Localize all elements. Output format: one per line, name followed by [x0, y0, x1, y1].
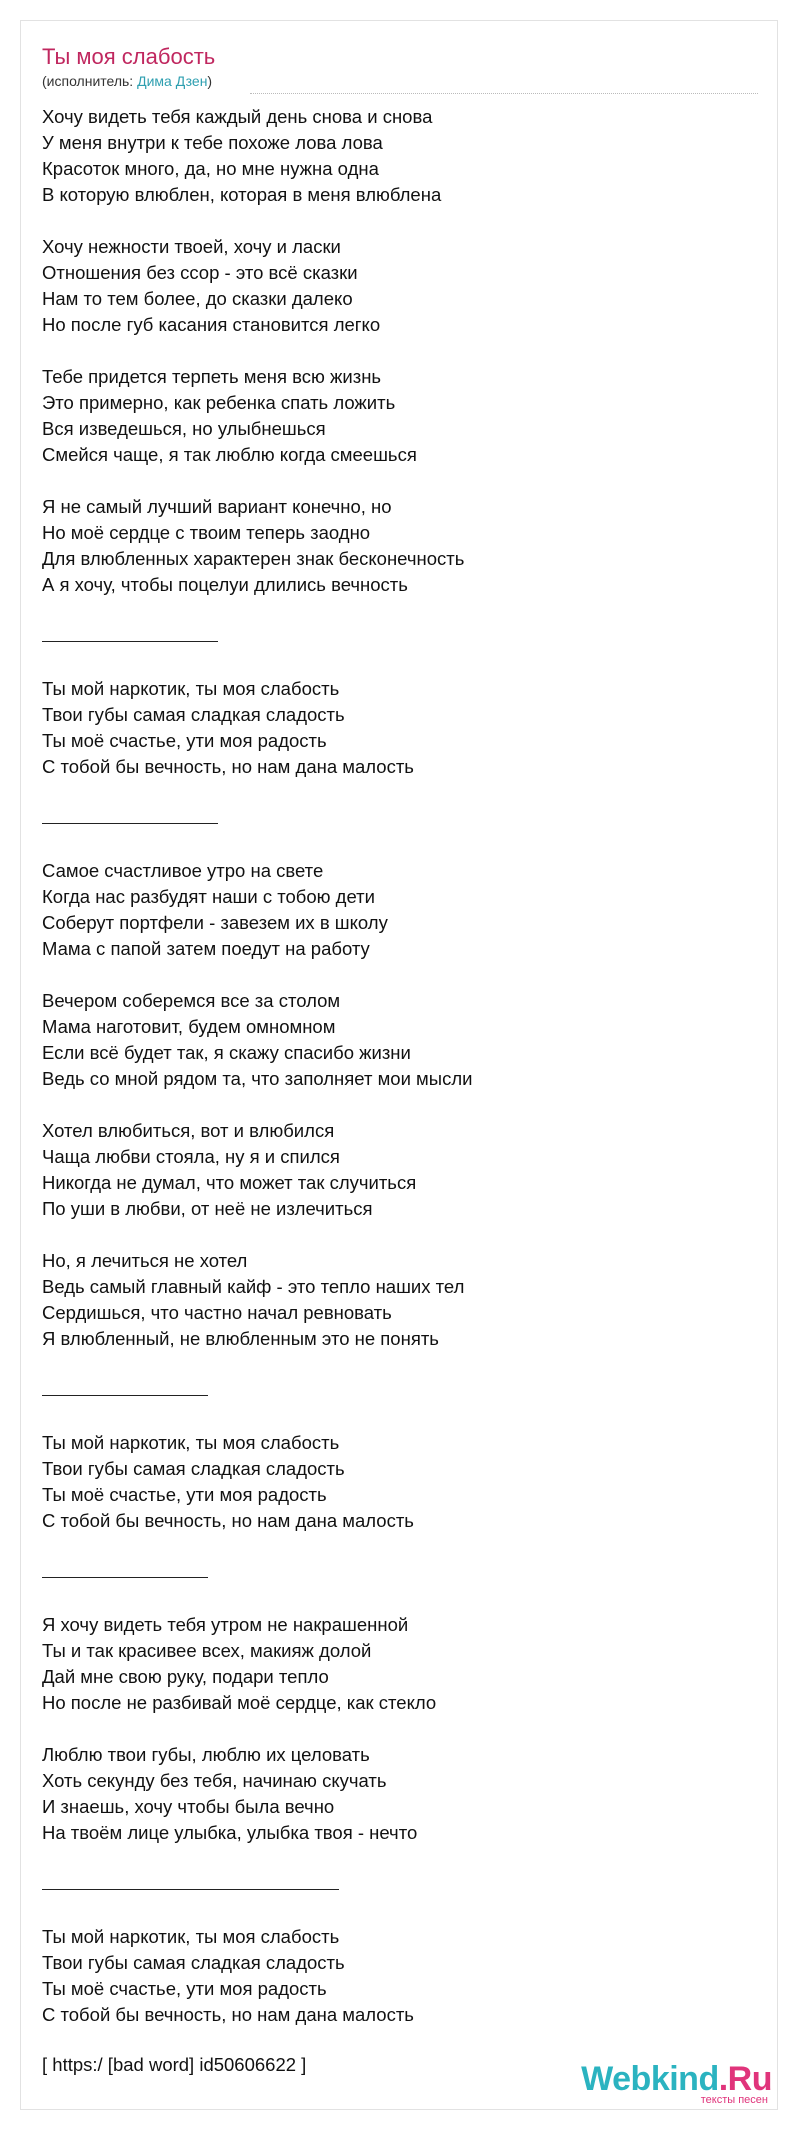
- lyric-line: Я хочу видеть тебя утром не накрашенной: [42, 1614, 409, 1635]
- lyric-line: Вся изведешься, но улыбнешься: [42, 418, 326, 439]
- stanza-gap: [42, 1092, 762, 1118]
- stanza-gap: [42, 1898, 762, 1924]
- stanza-gap: [42, 780, 762, 806]
- lyric-line: Ты мой наркотик, ты моя слабость: [42, 1926, 340, 1947]
- lyric-line: Мама наготовит, будем омномном: [42, 1016, 336, 1037]
- stanza-gap: [42, 1586, 762, 1612]
- lyric-line: Смейся чаще, я так люблю когда смеешься: [42, 444, 417, 465]
- stanza-gap: [42, 338, 762, 364]
- lyric-line: Ты моё счастье, ути моя радость: [42, 1978, 327, 1999]
- separator-rule: [42, 1889, 339, 1890]
- lyric-line: Если всё будет так, я скажу спасибо жизни: [42, 1042, 411, 1063]
- logo-main-text: Webkind: [581, 2060, 719, 2098]
- stanza-gap: [42, 598, 762, 624]
- artist-prefix: (исполнитель:: [42, 73, 138, 89]
- section-separator: [42, 1378, 762, 1404]
- lyric-line: Но, я лечиться не хотел: [42, 1250, 248, 1271]
- artist-line: [42, 71, 212, 91]
- lyric-line: Твои губы самая сладкая сладость: [42, 1952, 345, 1973]
- stanza-gap: [42, 962, 762, 988]
- lyric-line: Но моё сердце с твоим теперь заодно: [42, 522, 371, 543]
- lyric-line: Ты мой наркотик, ты моя слабость: [42, 678, 340, 699]
- lyric-line: В которую влюблен, которая в меня влюблена: [42, 184, 442, 205]
- section-separator: [42, 1872, 762, 1898]
- artist-suffix: ): [207, 73, 213, 89]
- stanza-gap: [42, 1352, 762, 1378]
- stanza-gap: [42, 208, 762, 234]
- lyric-line: Ты моё счастье, ути моя радость: [42, 730, 327, 751]
- separator-rule: [42, 1395, 208, 1396]
- lyric-line: Чаща любви стояла, ну я и спился: [42, 1146, 340, 1167]
- logo-tagline: тексты песен: [700, 2094, 768, 2106]
- separator-rule: [42, 823, 218, 824]
- lyric-line: Ты и так красивее всех, макияж долой: [42, 1640, 372, 1661]
- lyric-line: Никогда не думал, что может так случиться: [42, 1172, 417, 1193]
- artist-link[interactable]: Дима Дзен: [137, 73, 208, 89]
- stanza-gap: [42, 1404, 762, 1430]
- lyric-line: Но после губ касания становится легко: [42, 314, 381, 335]
- lyric-line: На твоём лице улыбка, улыбка твоя - нечто: [42, 1822, 418, 1843]
- section-separator: [42, 624, 762, 650]
- lyric-line: Люблю твои губы, люблю их целовать: [42, 1744, 370, 1765]
- lyric-line: Хочу нежности твоей, хочу и ласки: [42, 236, 341, 257]
- lyric-line: Когда нас разбудят наши с тобою дети: [42, 886, 375, 907]
- stanza-gap: [42, 1222, 762, 1248]
- lyric-line: Дай мне свою руку, подари тепло: [42, 1666, 329, 1687]
- lyric-line: Я влюбленный, не влюбленным это не понять: [42, 1328, 439, 1349]
- lyric-line: Ведь со мной рядом та, что заполняет мои мысли: [42, 1068, 473, 1089]
- lyric-line: Хотел влюбиться, вот и влюбился: [42, 1120, 335, 1141]
- header-divider: [250, 93, 758, 94]
- stanza-gap: [42, 650, 762, 676]
- lyric-line: У меня внутри к тебе похоже лова лова: [42, 132, 383, 153]
- lyric-line: Ведь самый главный кайф - это тепло наших тел: [42, 1276, 465, 1297]
- logo-tld: .Ru: [718, 2060, 772, 2098]
- lyric-line: Тебе придется терпеть меня всю жизнь: [42, 366, 382, 387]
- site-logo[interactable]: [581, 2062, 772, 2106]
- lyric-line: Ты моё счастье, ути моя радость: [42, 1484, 327, 1505]
- lyric-line: С тобой бы вечность, но нам дана малость: [42, 2004, 414, 2025]
- lyric-line: Твои губы самая сладкая сладость: [42, 1458, 345, 1479]
- logo-wordmark: [581, 2062, 772, 2096]
- lyric-line: Соберут портфели - завезем их в школу: [42, 912, 388, 933]
- lyric-line: С тобой бы вечность, но нам дана малость: [42, 1510, 414, 1531]
- lyric-line: И знаешь, хочу чтобы была вечно: [42, 1796, 335, 1817]
- section-separator: [42, 1560, 762, 1586]
- song-title: Ты моя слабость: [42, 44, 216, 69]
- separator-rule: [42, 641, 218, 642]
- lyric-line: Красоток много, да, но мне нужна одна: [42, 158, 379, 179]
- lyrics-body: [42, 104, 762, 2028]
- stanza-gap: [42, 1534, 762, 1560]
- section-separator: [42, 806, 762, 832]
- lyric-line: Я не самый лучший вариант конечно, но: [42, 496, 392, 517]
- lyric-line: А я хочу, чтобы поцелуи длились вечность: [42, 574, 408, 595]
- stanza-gap: [42, 468, 762, 494]
- separator-rule: [42, 1577, 208, 1578]
- stanza-gap: [42, 832, 762, 858]
- lyric-line: Вечером соберемся все за столом: [42, 990, 341, 1011]
- source-reference: [ https:/ [bad word] id50606622 ]: [42, 2054, 307, 2075]
- lyric-line: Твои губы самая сладкая сладость: [42, 704, 345, 725]
- lyric-line: Хоть секунду без тебя, начинаю скучать: [42, 1770, 387, 1791]
- lyric-line: Мама с папой затем поедут на работу: [42, 938, 370, 959]
- lyric-line: Нам то тем более, до сказки далеко: [42, 288, 353, 309]
- lyric-line: Сердишься, что частно начал ревновать: [42, 1302, 392, 1323]
- lyric-line: Отношения без ссор - это всё сказки: [42, 262, 358, 283]
- lyric-line: С тобой бы вечность, но нам дана малость: [42, 756, 414, 777]
- lyric-line: Но после не разбивай моё сердце, как стекло: [42, 1692, 437, 1713]
- lyric-line: Самое счастливое утро на свете: [42, 860, 324, 881]
- stanza-gap: [42, 1846, 762, 1872]
- stanza-gap: [42, 1716, 762, 1742]
- lyric-line: Это примерно, как ребенка спать ложить: [42, 392, 396, 413]
- lyric-line: По уши в любви, от неё не излечиться: [42, 1198, 373, 1219]
- lyric-line: Для влюбленных характерен знак бесконечность: [42, 548, 465, 569]
- lyric-line: Ты мой наркотик, ты моя слабость: [42, 1432, 340, 1453]
- lyric-line: Хочу видеть тебя каждый день снова и снова: [42, 106, 433, 127]
